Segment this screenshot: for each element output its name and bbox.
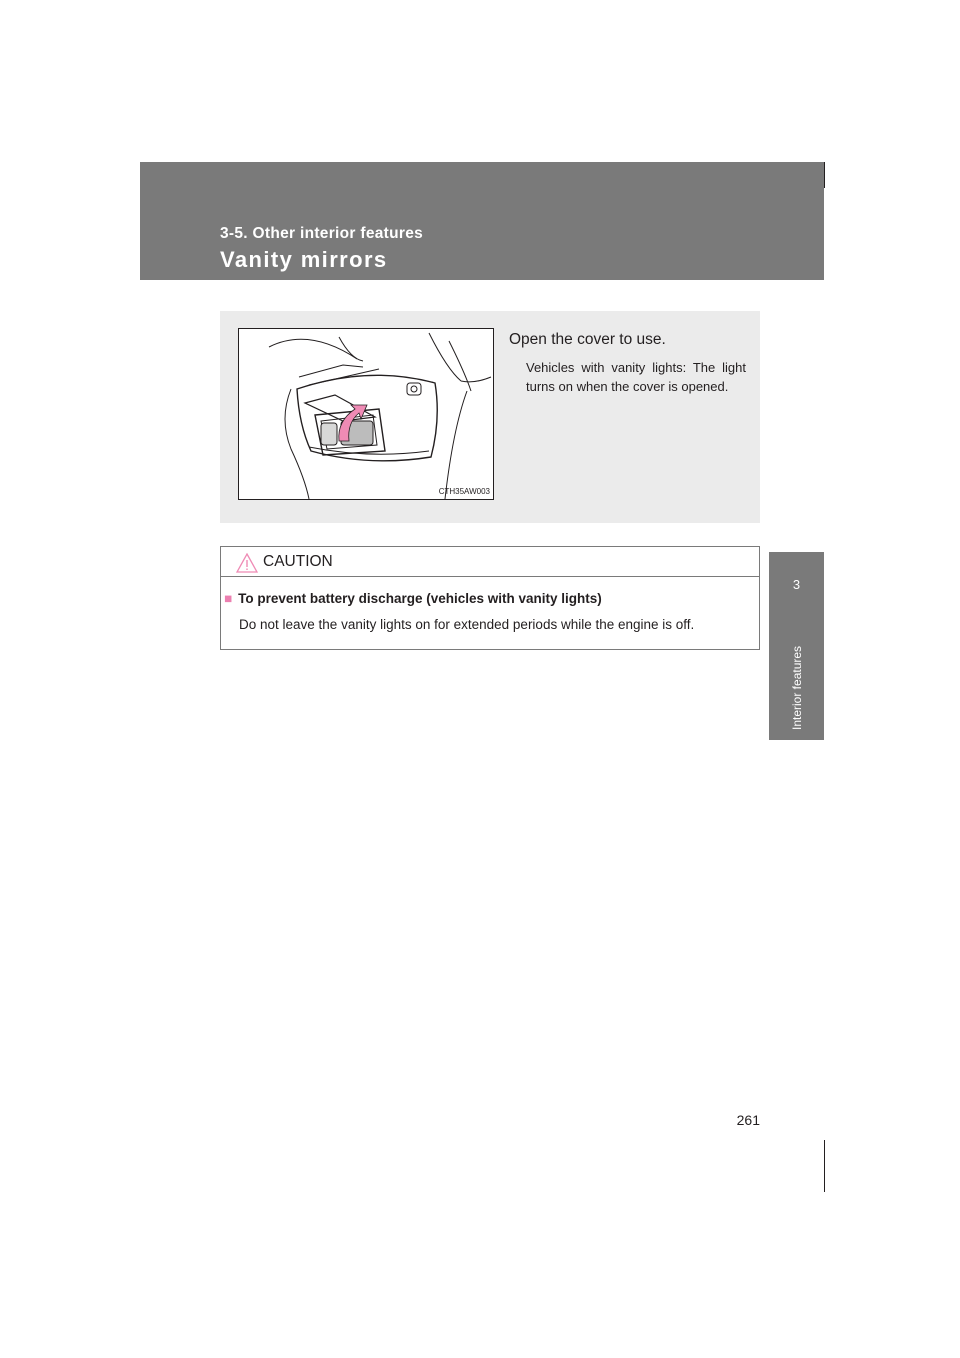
caution-box <box>220 546 760 650</box>
square-bullet-icon: ■ <box>224 591 233 606</box>
crop-mark <box>824 162 825 188</box>
page-header <box>140 162 824 280</box>
chapter-side-tab <box>769 622 824 740</box>
instruction-box <box>220 311 760 523</box>
page-title: Vanity mirrors <box>220 247 388 272</box>
caution-heading: CAUTION <box>263 553 333 570</box>
vanity-mirror-illustration <box>238 328 494 500</box>
chapter-name: Interior features <box>790 645 804 730</box>
figure-code: CTH35AW003 <box>438 487 490 496</box>
chapter-tab <box>769 552 824 622</box>
section-title: 3-5. Other interior features <box>220 225 424 242</box>
page-number: 261 <box>736 1112 760 1128</box>
instruction-note: Vehicles with vanity lights: The light turns on when the cover is opened. <box>526 360 746 394</box>
caution-item-title <box>224 591 602 606</box>
warning-triangle-icon <box>236 553 258 578</box>
crop-mark <box>824 1140 825 1192</box>
instruction-lead: Open the cover to use. <box>509 331 666 348</box>
chapter-number: 3 <box>792 577 801 592</box>
caution-item-body: Do not leave the vanity lights on for extended periods while the engine is off. <box>239 617 695 632</box>
sun-visor-drawing <box>239 329 494 500</box>
caution-item-title-text: To prevent battery discharge (vehicles with vanity lights) <box>238 591 602 606</box>
caution-header <box>221 547 759 577</box>
